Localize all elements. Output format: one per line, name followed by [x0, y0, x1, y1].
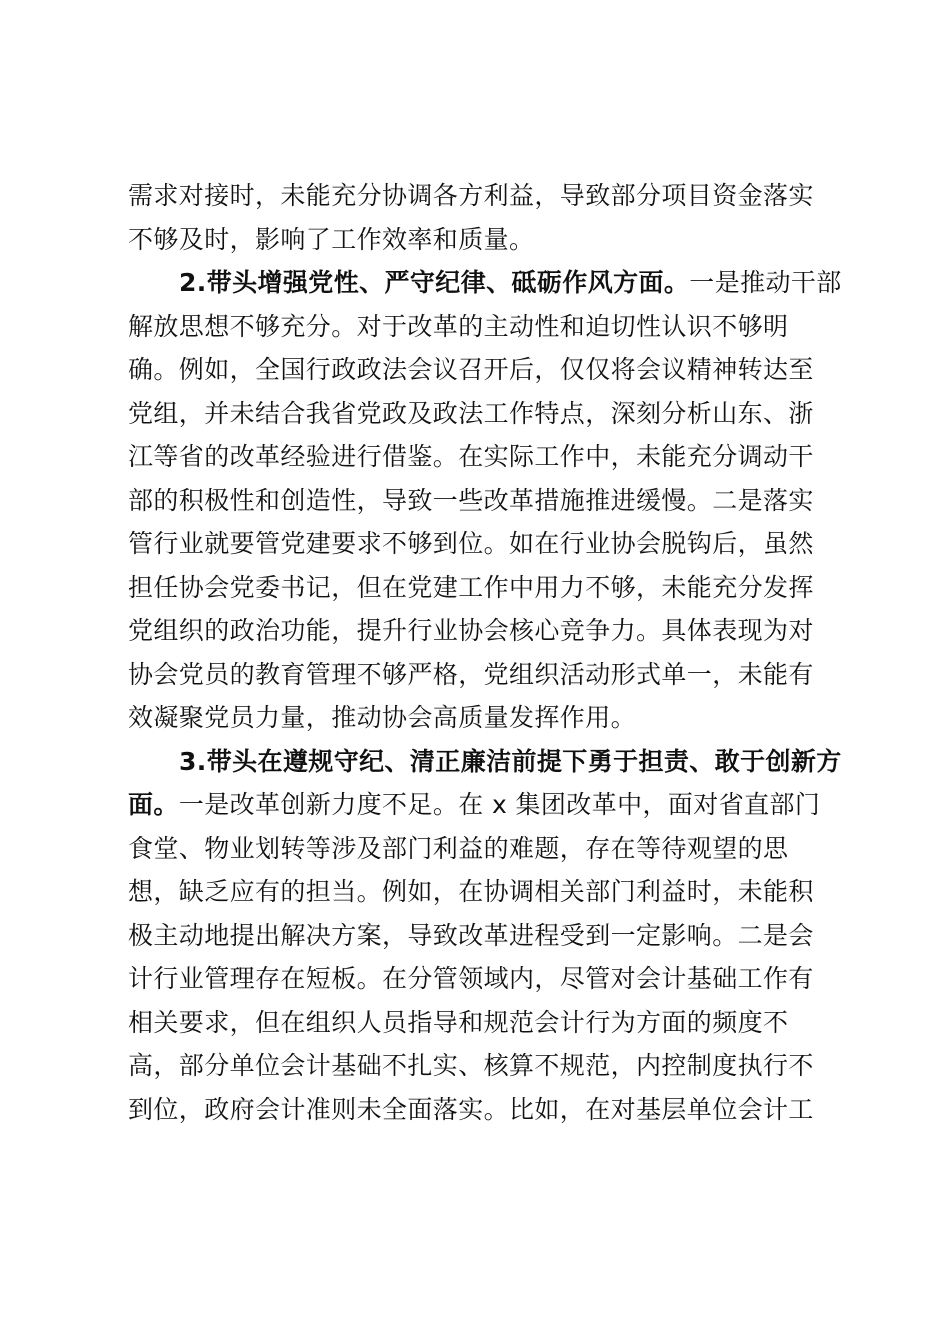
text-line: 协会党员的教育管理不够严格，党组织活动形式单一，未能有	[128, 659, 814, 689]
text-line: 党组织的政治功能，提升行业协会核心竞争力。具体表现为对	[128, 616, 814, 645]
text-line: 效凝聚党员力量，推动协会高质量发挥作用。	[128, 703, 637, 732]
text-line: 解放思想不够充分。对于改革的主动性和迫切性认识不够明	[128, 311, 789, 341]
text-line: 高，部分单位会计基础不扎实、核算不规范，内控制度执行不	[128, 1051, 814, 1080]
text-line: 党组，并未结合我省党政及政法工作特点，深刻分析山东、浙	[128, 398, 814, 428]
document-body	[128, 174, 842, 1131]
text-span: 一是改革创新力度不足。在 x 集团改革中，面对省直部门	[178, 790, 821, 819]
text-line: 极主动地提出解决方案，导致改革进程受到一定影响。二是会	[128, 920, 814, 950]
paragraph-section-3	[128, 740, 842, 1132]
text-line: 到位，政府会计准则未全面落实。比如，在对基层单位会计工	[128, 1094, 814, 1124]
text-line: 计行业管理存在短板。在分管领域内，尽管对会计基础工作有	[128, 964, 814, 993]
section-heading: 3.带头在遵规守纪、清正廉洁前提下勇于担责、敢于创新方	[179, 746, 842, 776]
text-line: 确。例如，全国行政政法会议召开后，仅仅将会议精神转达至	[128, 355, 814, 384]
text-line: 需求对接时，未能充分协调各方利益，导致部分项目资金落实	[128, 181, 814, 210]
text-line: 相关要求，但在组织人员指导和规范会计行为方面的频度不	[128, 1007, 789, 1037]
section-heading-line	[128, 783, 828, 827]
text-line: 食堂、物业划转等涉及部门利益的难题，存在等待观望的思	[128, 833, 789, 863]
section-heading-end: 面。	[128, 790, 179, 819]
paragraph-section-2	[128, 261, 842, 740]
text-line: 不够及时，影响了工作效率和质量。	[128, 224, 535, 254]
section-heading-line	[128, 261, 842, 305]
text-line: 部的积极性和创造性，导致一些改革措施推进缓慢。二是落实	[128, 485, 814, 515]
text-line: 管行业就要管党建要求不够到位。如在行业协会脱钩后，虽然	[128, 529, 814, 558]
text-span: 一是推动干部	[689, 268, 842, 297]
section-heading: 2.带头增强党性、严守纪律、砥砺作风方面。	[179, 268, 690, 297]
text-line: 担任协会党委书记，但在党建工作中用力不够，未能充分发挥	[128, 572, 814, 602]
text-line: 江等省的改革经验进行借鉴。在实际工作中，未能充分调动干	[128, 442, 814, 471]
paragraph-continuation	[128, 174, 828, 261]
text-line: 想，缺乏应有的担当。例如，在协调相关部门利益时，未能积	[128, 877, 814, 906]
